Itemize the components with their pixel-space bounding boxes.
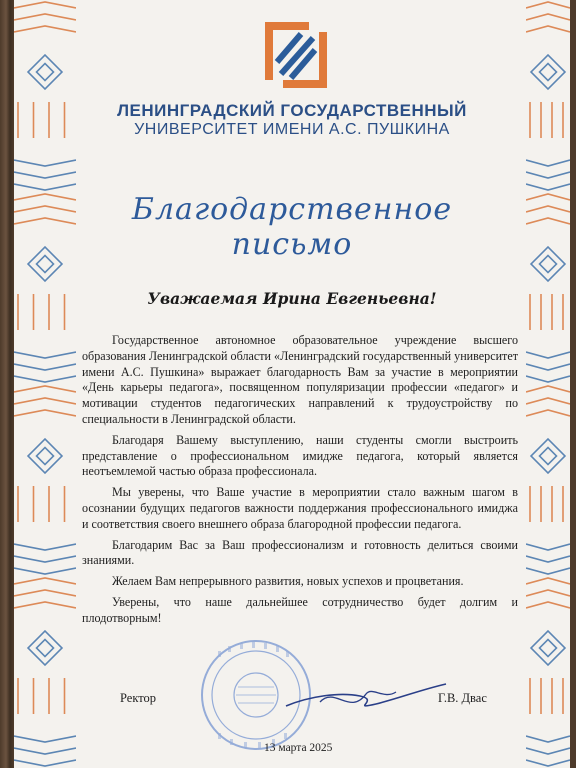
- ornament-shape: [526, 386, 570, 392]
- university-name-line1: ЛЕНИНГРАДСКИЙ ГОСУДАРСТВЕННЫЙ: [117, 101, 467, 120]
- ornament-shape: [37, 640, 54, 657]
- ornament-shape: [526, 172, 570, 178]
- ornament-shape: [526, 184, 570, 190]
- ornament-shape: [526, 590, 570, 596]
- ornament-shape: [14, 386, 76, 392]
- ornament-shape: [14, 206, 76, 212]
- ornament-shape: [531, 55, 565, 89]
- ornament-shape: [526, 602, 570, 608]
- ornament-shape: [526, 2, 570, 8]
- ornament-shape: [526, 568, 570, 574]
- ornament-shape: [526, 26, 570, 32]
- ornament-shape: [526, 352, 570, 358]
- university-name-line2: УНИВЕРСИТЕТ ИМЕНИ А.С. ПУШКИНА: [134, 121, 450, 138]
- ornament-shape: [540, 448, 557, 465]
- ornament-shape: [14, 556, 76, 562]
- decorative-border-left: [14, 0, 76, 768]
- ornament-shape: [14, 602, 76, 608]
- ornament-shape: [14, 2, 76, 8]
- ornament-shape: [526, 760, 570, 766]
- ornament-shape: [540, 640, 557, 657]
- ornament-shape: [531, 247, 565, 281]
- ornament-shape: [14, 364, 76, 370]
- ornament-shape: [526, 748, 570, 754]
- signature-icon: [280, 666, 450, 726]
- ornament-shape: [526, 398, 570, 404]
- ornament-shape: [14, 544, 76, 550]
- ornament-shape: [526, 736, 570, 742]
- ornament-shape: [28, 247, 62, 281]
- ornament-shape: [526, 376, 570, 382]
- ornament-shape: [14, 568, 76, 574]
- ornament-shape: [14, 194, 76, 200]
- ornament-shape: [14, 578, 76, 584]
- ornament-shape: [14, 410, 76, 416]
- ornament-shape: [14, 590, 76, 596]
- ornament-shape: [14, 376, 76, 382]
- university-logo-icon: [261, 18, 331, 92]
- ornament-shape: [531, 631, 565, 665]
- ornament-shape: [526, 364, 570, 370]
- ornament-shape: [526, 544, 570, 550]
- ornament-shape: [37, 256, 54, 273]
- ornament-shape: [526, 218, 570, 224]
- ornament-shape: [526, 578, 570, 584]
- ornament-shape: [37, 64, 54, 81]
- paragraph: Благодарим Вас за Ваш профессионализм и готовность делиться своими знаниями.: [82, 537, 518, 568]
- ornament-shape: [14, 218, 76, 224]
- ornament-shape: [526, 206, 570, 212]
- ornament-shape: [526, 556, 570, 562]
- ornament-shape: [14, 760, 76, 766]
- letter-body: [82, 333, 518, 632]
- ornament-shape: [28, 631, 62, 665]
- ornament-shape: [14, 736, 76, 742]
- document-title: Благодарственное письмо: [131, 192, 453, 262]
- paragraph: Благодаря Вашему выступлению, наши студенты смогли выстроить представление о профессиональном имидже педагога, который является неотъемлемой частью образа профессионала.: [82, 432, 518, 479]
- ornament-shape: [14, 748, 76, 754]
- ornament-shape: [540, 64, 557, 81]
- ornament-shape: [14, 26, 76, 32]
- certificate-sheet: [14, 0, 570, 768]
- signer-name: Г.В. Двас: [438, 691, 487, 705]
- ornament-shape: [28, 439, 62, 473]
- ornament-shape: [526, 160, 570, 166]
- paragraph: Государственное автономное образовательное учреждение высшего образования Ленинградской области «Ленинградский государственный университет имени А.С. Пушкина» выражает благодарность Вам за участие в мероприятии «День карьеры педагога», посвященном популяризации профессии «педагог» и мотивации студентов педагогических направлений к трудоустройству по специальности в Ленинградской области.: [82, 333, 518, 426]
- ornament-shape: [526, 194, 570, 200]
- paragraph: Уверены, что наше дальнейшее сотрудничество будет долгим и плодотворным!: [82, 594, 518, 625]
- ornament-shape: [14, 172, 76, 178]
- ornament-shape: [28, 55, 62, 89]
- ornament-shape: [14, 184, 76, 190]
- signer-title: Ректор: [120, 691, 157, 705]
- paragraph: Желаем Вам непрерывного развития, новых успехов и процветания.: [112, 574, 464, 589]
- paragraph: Мы уверены, что Ваше участие в мероприятии стало важным шагом в осознании будущих педагогов важности поддержания профессионального имиджа и соответствия своего внешнего образа благородной профессии педагога.: [82, 485, 518, 531]
- ornament-shape: [531, 439, 565, 473]
- decorative-border-right: [526, 0, 570, 768]
- ornament-shape: [14, 14, 76, 20]
- ornament-shape: [14, 352, 76, 358]
- ornament-shape: [526, 14, 570, 20]
- ornament-shape: [540, 256, 557, 273]
- document-date: 13 марта 2025: [264, 742, 333, 754]
- ornament-shape: [14, 160, 76, 166]
- greeting: Уважаемая Ирина Евгеньевна!: [147, 289, 437, 308]
- ornament-shape: [14, 398, 76, 404]
- ornament-shape: [37, 448, 54, 465]
- ornament-shape: [526, 410, 570, 416]
